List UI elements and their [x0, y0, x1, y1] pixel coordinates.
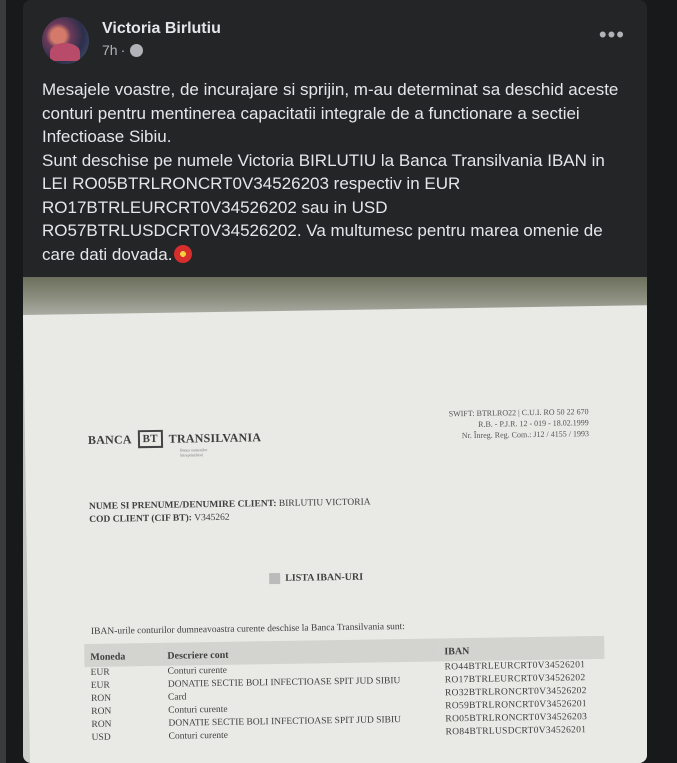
- left-sidebar-edge: [0, 0, 6, 763]
- table-row: USD Conturi curente RO84BTRLUSDCRT0V34526201: [91, 725, 587, 743]
- post-author-name[interactable]: Victoria Birlutiu: [102, 20, 221, 37]
- table-row: RON Conturi curente RO59BTRLRONCRT0V34526201: [91, 699, 588, 717]
- client-name-label: NUME SI PRENUME/DENUMIRE CLIENT:: [88, 499, 277, 512]
- post-photo[interactable]: [23, 277, 647, 763]
- post-card: [23, 0, 647, 763]
- swift-info: [409, 406, 589, 442]
- swift-line: SWIFT: BTRLRO22 | C.U.I. RO 50 22 670: [448, 407, 589, 419]
- table-header-description: Descriere cont: [161, 639, 438, 666]
- post-meta: [102, 42, 143, 58]
- post-paragraph-2: Sunt deschise pe numele Victoria BIRLUTIU la Banca Transilvania IBAN in LEI RO05BTRLRONCRT0V34526203 respectiv in EUR RO17BTRLEURCRT0V34526202 sau in USD RO57BTRLUSDCRT0V34526202. Va multumesc pentru marea omenie de care dati dovada.: [42, 150, 605, 264]
- iban-intro: IBAN-urile conturilor dumneavoastra curente deschise la Banca Transilvania sunt:: [90, 622, 405, 637]
- hibiscus-icon: [174, 245, 192, 263]
- swift-line: Nr. Înreg. Reg. Com.: J12 / 4155 / 1993: [461, 429, 590, 441]
- checkbox-icon: [269, 573, 280, 584]
- bank-badge: BT: [137, 430, 162, 448]
- client-code: V345262: [194, 512, 230, 524]
- table-row: RON DONATIE SECTIE BOLI INFECTIOASE SPIT JUD SIBIU RO05BTRLRONCRT0V34526203: [91, 712, 588, 730]
- table-row: EUR Conturi curente RO44BTRLEURCRT0V34526201: [90, 660, 586, 678]
- client-info: [89, 497, 371, 527]
- list-title-text: LISTA IBAN-URI: [285, 571, 364, 584]
- meta-separator: ·: [120, 42, 126, 58]
- post-text: [42, 78, 632, 266]
- post-timestamp[interactable]: 7h: [102, 42, 118, 58]
- avatar[interactable]: [42, 17, 89, 64]
- table-header-currency: Moneda: [84, 643, 161, 667]
- iban-table: [84, 636, 606, 745]
- globe-icon[interactable]: [130, 44, 143, 57]
- bank-name-left: BANCA: [87, 431, 132, 447]
- bank-logo: [88, 428, 261, 449]
- post-paragraph-1: Mesajele voastre, de incurajare si sprijin, m-au determinat sa deschid aceste conturi pentru mentinerea capacitatii integrale de a functionare a sectiei Infectioase Sibiu.: [42, 80, 619, 146]
- client-code-label: COD CLIENT (CIF BT):: [89, 513, 192, 525]
- client-name: BIRLUTIU VICTORIA: [278, 497, 371, 510]
- bank-document: [23, 305, 647, 763]
- bank-tagline: Banca oamenilor întreprinzători: [180, 447, 208, 458]
- table-row: RON Card RO32BTRLRONCRT0V34526202: [90, 686, 587, 704]
- swift-line: R.B. - P.J.R. 12 - 019 - 18.02.1999: [478, 418, 589, 429]
- table-row: EUR DONATIE SECTIE BOLI INFECTIOASE SPIT JUD SIBIU RO17BTRLEURCRT0V34526202: [90, 673, 586, 691]
- more-options-icon[interactable]: •••: [598, 22, 625, 47]
- bank-name-right: TRANSILVANIA: [168, 429, 262, 446]
- table-header-iban: IBAN: [438, 636, 604, 662]
- list-title: [269, 572, 363, 584]
